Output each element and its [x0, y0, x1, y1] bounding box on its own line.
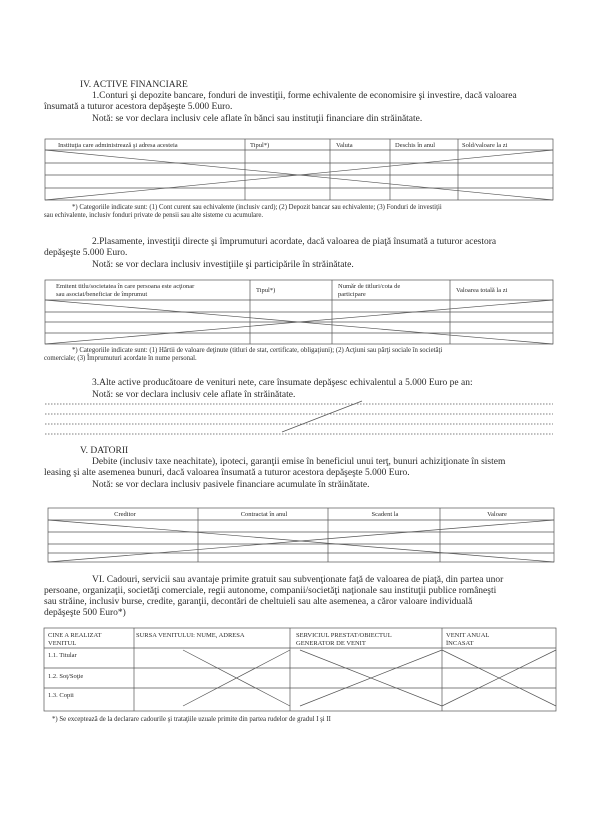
- t4-row-titular: 1.1. Titular: [48, 652, 77, 659]
- t2-header-value: Valoarea totală la zi: [456, 287, 508, 294]
- s4-p2-line2: depăşeşte 5.000 Euro.: [44, 248, 128, 258]
- t2-header-issuer-line2: sau asociat/beneficiar de împrumut: [56, 291, 148, 298]
- t2-header-type: Tipul*): [256, 287, 276, 294]
- section-v-title: V. DATORII: [80, 446, 129, 456]
- t1-footnote-line1: *) Categoriile indicate sunt: (1) Cont curent sau echivalente (inclusiv card); (2) Depozit bancar sau echivalente; (3) Fonduri de investiţii: [72, 204, 442, 211]
- t2-footnote-line1: *) Categoriile indicate sunt: (1) Hârtii de valoare deţinute (titluri de stat, certificate, obligaţiuni); (2) Acţiuni sau părţi sociale în societăţi: [72, 347, 443, 354]
- t4-header-service-line2: GENERATOR DE VENIT: [296, 640, 366, 647]
- s6-p-line3: sau străine, inclusiv burse, credite, garanţii, decontări de cheltuieli sau alte asemenea, a căror valoare individuală: [44, 597, 473, 607]
- s4-p1-line1: 1.Conturi şi depozite bancare, fonduri de investiţii, forme echivalente de economisire şi investire, dacă valoarea: [92, 91, 517, 101]
- t2-header-shares-line2: participare: [338, 291, 366, 298]
- t4-header-who-line1: CINE A REALIZAT: [48, 632, 102, 639]
- t1-header-type: Tipul*): [250, 142, 270, 149]
- s4-p3-note: Notă: se vor declara inclusiv cele aflate în străinătate.: [92, 390, 296, 400]
- t3-header-contracted: Contractat în anul: [240, 511, 288, 518]
- s4-p2-note: Notă: se vor declara inclusiv investiţiile şi participările în străinătate.: [92, 260, 354, 270]
- t2-footnote-line2: comerciale; (3) Împrumuturi acordate în nume personal.: [44, 355, 197, 362]
- t1-footnote-line2: sau echivalente, inclusiv fonduri private de pensii sau alte sisteme cu acumulare.: [44, 212, 264, 219]
- s4-p1-line2: însumată a tuturor acestora depăşeşte 5.000 Euro.: [44, 102, 233, 112]
- s6-footnote: *) Se exceptează de la declarare cadourile şi trataţiile uzuale primite din partea rudelor de gradul I şi II: [52, 716, 331, 723]
- t4-frame: [44, 628, 556, 711]
- t4-header-service-line1: SERVICIUL PRESTAT/OBIECTUL: [296, 632, 392, 639]
- s4-p3-line1: 3.Alte active producătoare de venituri nete, care însumate depăşesc echivalentul a 5.000 Euro pe an:: [92, 378, 473, 388]
- t4-row-children: 1.3. Copii: [48, 692, 74, 699]
- s4-p3-strike: [282, 401, 362, 432]
- s4-p1-note: Notă: se vor declara inclusiv cele aflate în bănci sau instituţii financiare din străinătate.: [92, 114, 423, 124]
- t4-header-source: SURSA VENITULUI: NUME, ADRESA: [136, 632, 245, 639]
- s5-p-note: Notă: se vor declara inclusiv pasivele financiare acumulate în străinătate.: [92, 480, 370, 490]
- s6-p-line2: persoane, organizaţii, societăţi comerciale, regii autonome, companii/societăţi naţionale sau instituţii publice româneşti: [44, 586, 497, 596]
- t1-header-balance: Sold/valoare la zi: [462, 142, 508, 149]
- s4-p2-line1: 2.Plasamente, investiţii directe şi împrumuturi acordate, dacă valoarea de piaţă însumată a tuturor acestora: [92, 237, 497, 247]
- section-iv-title: IV. ACTIVE FINANCIARE: [80, 80, 188, 90]
- t1-header-institution: Instituţia care administrează şi adresa acesteia: [58, 142, 178, 149]
- t3-header-due: Scadent la: [371, 511, 399, 518]
- t1-frame: [45, 139, 553, 200]
- t1-header-currency: Valuta: [336, 142, 353, 149]
- s5-p-line1: Debite (inclusiv taxe neachitate), ipoteci, garanţii emise în beneficiul unui terţ, bunuri achiziţionate în sistem: [92, 457, 506, 467]
- t4-header-income-line1: VENIT ANUAL: [446, 632, 490, 639]
- t1-header-opened: Deschis în anul: [395, 142, 436, 149]
- s6-p-line1: VI. Cadouri, servicii sau avantaje primite gratuit sau subvenţionate faţă de valoarea de piaţă, din partea unor: [92, 575, 504, 585]
- t3-header-value: Valoare: [487, 511, 507, 518]
- t2-header-shares-line1: Număr de titluri/cota de: [338, 283, 401, 290]
- s5-p-line2: leasing şi alte asemenea bunuri, dacă valoarea însumată a tuturor acestora depăşeşte 5.000 Euro.: [44, 468, 410, 478]
- t4-header-income-line2: ÎNCASAT: [446, 640, 474, 647]
- s6-p-line4: depăşeşte 500 Euro*): [44, 608, 126, 618]
- t4-row-spouse: 1.2. Soţ/Soţie: [48, 673, 84, 680]
- t2-header-issuer-line1: Emitent titlu/societatea în care persoana este acţionar: [56, 283, 195, 290]
- t3-frame: [48, 508, 554, 562]
- t4-header-who-line2: VENITUL: [48, 640, 77, 647]
- t3-header-creditor: Creditor: [114, 511, 136, 518]
